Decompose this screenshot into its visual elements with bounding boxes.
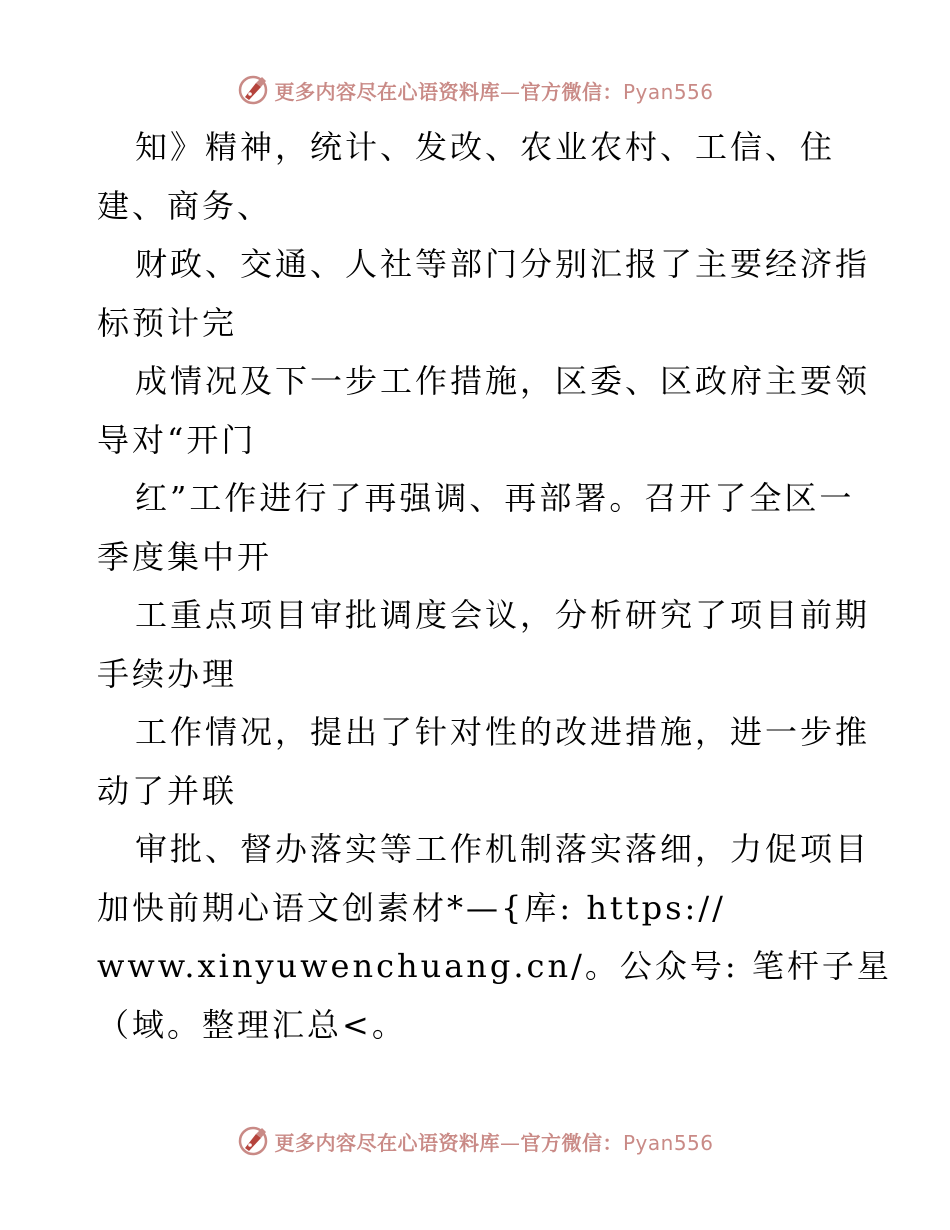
pen-nib-logo-icon <box>236 1124 270 1158</box>
watermark-wechat-label: 官方微信： <box>520 1130 623 1155</box>
text-line: 财政、交通、人社等部门分别汇报了主要经济指 <box>135 245 871 283</box>
text-line: （域。整理汇总<。 <box>97 1005 407 1044</box>
watermark-separator: — <box>499 79 521 104</box>
watermark-separator: — <box>499 1130 521 1155</box>
text-line: 知》精神，统计、发改、农业农村、工信、住 <box>135 128 836 166</box>
pen-nib-logo-icon <box>236 73 270 107</box>
watermark-text <box>274 76 713 105</box>
text-line: 工作情况，提出了针对性的改进措施，进一步推 <box>135 713 871 751</box>
text-line: 审批、督办落实等工作机制落实落细，力促项目 <box>135 830 871 868</box>
text-line: 手续办理 <box>97 654 238 693</box>
text-line: 建、商务、 <box>97 186 273 225</box>
watermark-site-name: 更多内容尽在心语资料库 <box>274 1130 500 1155</box>
header-watermark <box>0 70 950 110</box>
text-line: 红”工作进行了再强调、再部署。召开了全区一 <box>135 479 855 517</box>
document-body <box>97 118 892 1054</box>
text-line: 导对“开门 <box>97 420 257 459</box>
watermark-wechat-id: Pyan556 <box>622 79 714 104</box>
text-line: 成情况及下一步工作措施，区委、区政府主要领 <box>135 362 871 400</box>
text-line: 动了并联 <box>97 771 238 810</box>
watermark-text <box>274 1127 713 1156</box>
text-line: www.xinyuwenchuang.cn/。公众号: 笔杆子星 <box>97 947 892 985</box>
watermark-wechat-label: 官方微信： <box>520 79 623 104</box>
footer-watermark <box>0 1121 950 1161</box>
text-line: 工重点项目审批调度会议，分析研究了项目前期 <box>135 596 871 634</box>
watermark-site-name: 更多内容尽在心语资料库 <box>274 79 500 104</box>
text-line: 加快前期心语文创素材*—{库: https:// <box>97 888 726 927</box>
text-line: 季度集中开 <box>97 537 273 576</box>
watermark-wechat-id: Pyan556 <box>622 1130 714 1155</box>
text-line: 标预计完 <box>97 303 238 342</box>
